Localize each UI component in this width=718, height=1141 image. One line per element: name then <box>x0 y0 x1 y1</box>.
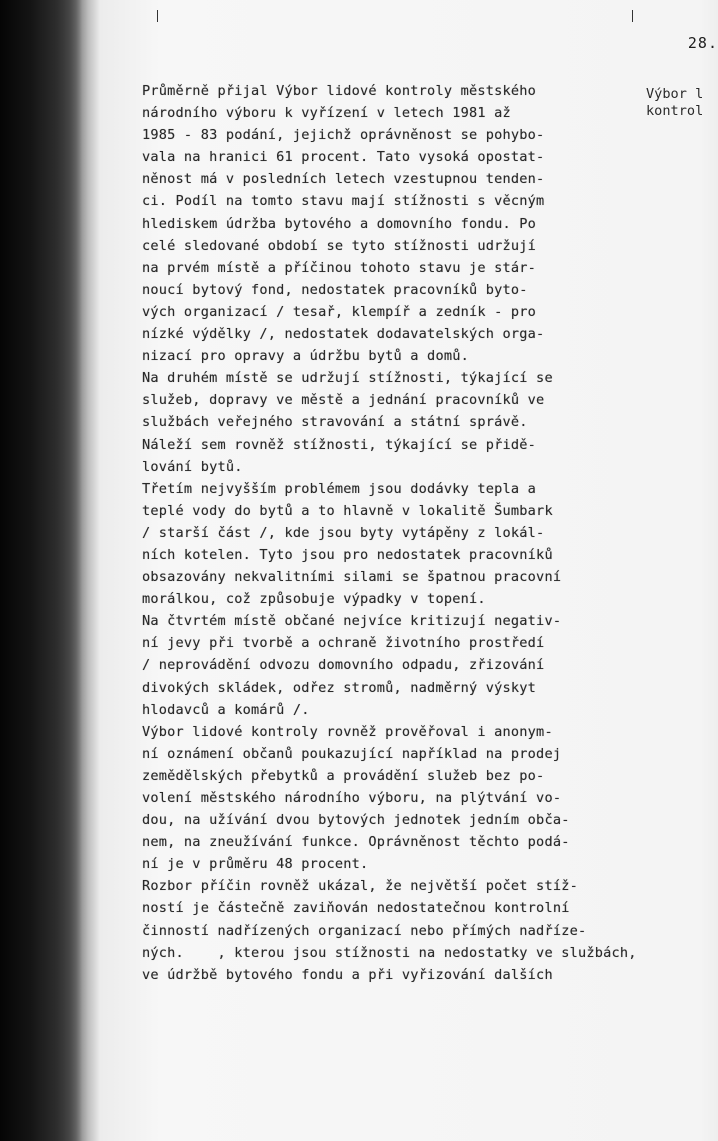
edge-mark <box>157 10 158 22</box>
body-text: Průměrně přijal Výbor lidové kontroly městského národního výboru k vyřízení v letech 1981 až 1985 - 83 podání, jejichž oprávněnost se pohybo- vala na hranici 61 procent. Tato vysoká opostat- něnost má v posledních letech vzestupnou tenden- ci. Podíl na tomto stavu mají stížnosti s věcným hlediskem údržba bytového a domovního fondu. Po celé sledované období se tyto stížnosti udržují na prvém místě a příčinou tohoto stavu je stár- noucí bytový fond, nedostatek pracovníků byto- vých organizací / tesař, klempíř a zedník - pro nízké výdělky /, nedostatek dodavatelských orga- nizací pro opravy a údržbu bytů a domů. Na druhém místě se udržují stížnosti, týkající se služeb, dopravy ve městě a jednání pracovníků ve službách veřejného stravování a státní správě. Náleží sem rovněž stížnosti, týkající se přidě- lování bytů. Třetím nejvyšším problémem jsou dodávky tepla a teplé vody do bytů a to hlavně v lokalitě Šumbark / starší část /, kde jsou byty vytápěny z lokál- ních kotelen. Tyto jsou pro nedostatek pracovníků obsazovány nekvalitními silami se špatnou pracovní morálkou, což způsobuje výpadky v topení. Na čtvrtém místě občané nejvíce kritizují negativ- ní jevy při tvorbě a ochraně životního prostředí / neprovádění odvozu domovního odpadu, zřizování divokých skládek, odřez stromů, nadměrný výskyt hlodavců a komárů /. Výbor lidové kontroly rovněž prověřoval i anonym- ní oznámení občanů poukazující například na prodej zemědělských přebytků a provádění služeb bez po- volení městského národního výboru, na plýtvání vo- dou, na užívání dvou bytových jednotek jedním obča- nem, na zneužívání funkce. Oprávněnost těchto podá- ní je v průměru 48 procent. Rozbor příčin rovněž ukázal, že největší počet stíž- ností je částečně zaviňován nedostatečnou kontrolní činností nadřízených organizací nebo přímých nadříze- ných. , kterou jsou stížnosti na nedostatky ve službách, ve údržbě bytového fondu a při vyřizování dalších <box>142 83 637 983</box>
book-spine-shadow <box>0 0 82 1141</box>
edge-mark <box>632 10 633 22</box>
margin-note: Výbor l kontrol <box>646 86 704 119</box>
page-number: 28. <box>687 34 718 52</box>
